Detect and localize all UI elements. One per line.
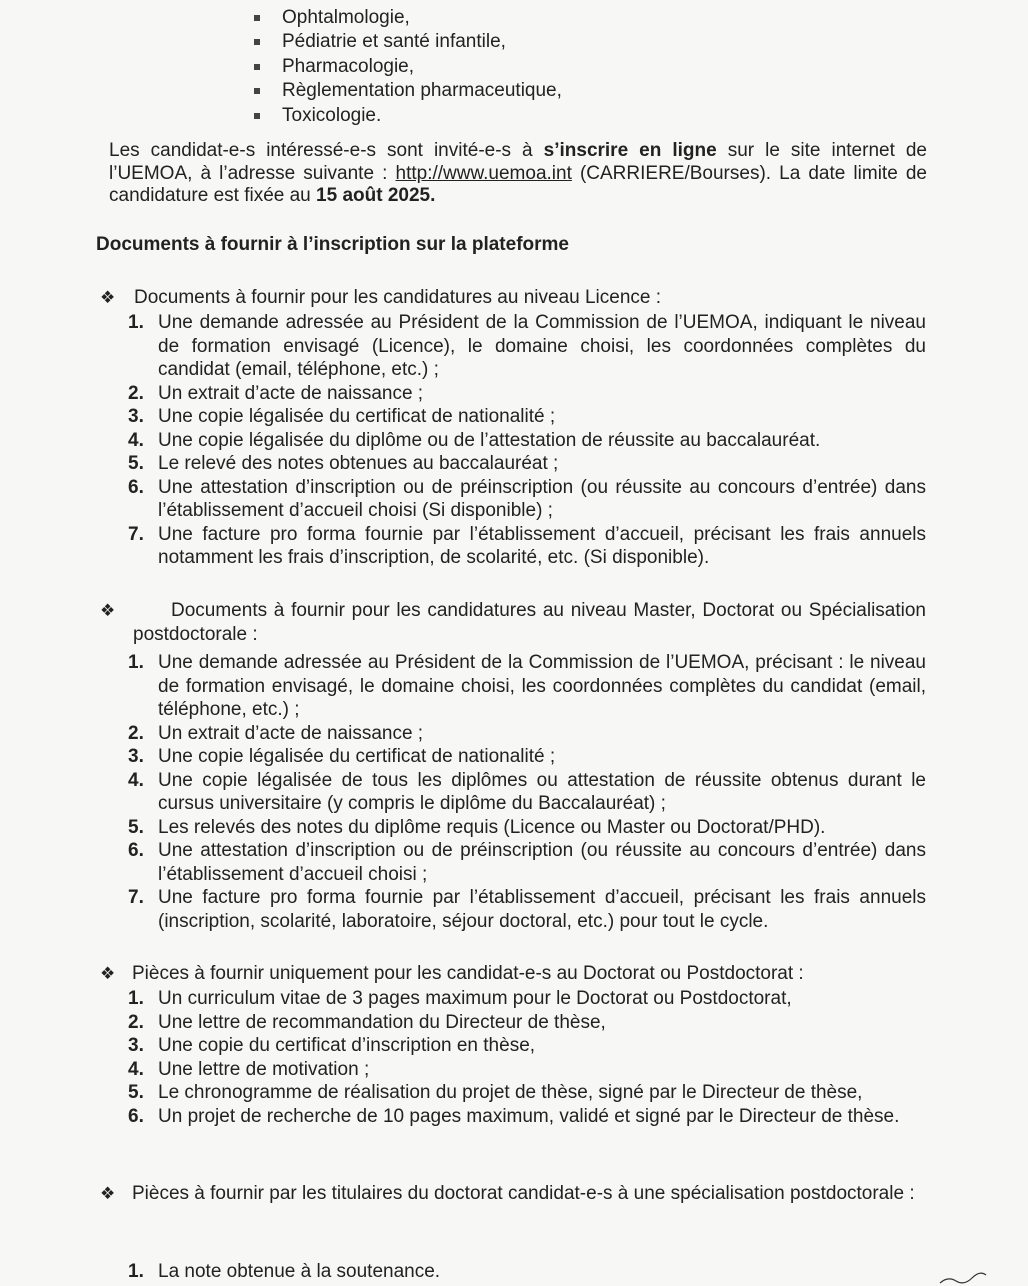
section-title <box>100 962 930 986</box>
section-title-text: Documents à fournir pour les candidatures au niveau Licence : <box>134 287 662 308</box>
list-item: 4. Une lettre de motivation ; <box>128 1058 370 1080</box>
list-item: 2. Une lettre de recommandation du Directeur de thèse, <box>128 1011 606 1033</box>
list-item: Pédiatrie et santé infantile, <box>252 30 562 54</box>
diamond-bullet-icon: ❖ <box>100 288 116 307</box>
section-title <box>100 1182 926 1206</box>
list-item: 6. Une attestation d’inscription ou de préinscription (ou réussite au concours d’entrée) dans l’établissement d’accueil choisi ; <box>128 840 926 885</box>
list-item: 5. Les relevés des notes du diplôme requis (Licence ou Master ou Doctorat/PHD). <box>128 816 826 838</box>
signature-mark <box>938 1272 988 1284</box>
list-item: Règlementation pharmaceutique, <box>252 79 562 103</box>
list-item: 4. Une copie légalisée de tous les diplômes ou attestation de réussite obtenus durant le cursus universitaire (y compris le diplôme du Baccalauréat) ; <box>128 769 926 814</box>
section-title-text: Pièces à fournir uniquement pour les candidat-e-s au Doctorat ou Postdoctorat : <box>132 963 804 984</box>
documents-list <box>128 651 926 933</box>
intro-text: sur le site internet de l’UEMOA, à l’adresse suivante : <box>109 140 928 184</box>
list-item: 1. Une demande adressée au Président de la Commission de l’UEMOA, indiquant le niveau de formation envisagé (Licence), le domaine choisi, les coordonnées complètes du candidat (email, téléphone, etc.) ; <box>128 312 926 380</box>
intro-text: Les candidat-e-s intéressé-e-s sont invité-e-s à <box>109 140 544 161</box>
list-item: 1. La note obtenue à la soutenance. <box>128 1261 441 1282</box>
list-item: 4. Une copie légalisée du diplôme ou de l’attestation de réussite au baccalauréat. <box>128 429 821 451</box>
website-link[interactable]: http://www.uemoa.int <box>395 162 572 184</box>
documents-list <box>128 987 926 1128</box>
list-item: 6. Une attestation d’inscription ou de préinscription (ou réussite au concours d’entrée) dans l’établissement d’accueil choisi (Si disponible) ; <box>128 476 926 521</box>
list-item: Toxicologie. <box>252 104 562 128</box>
documents-list <box>128 1260 926 1284</box>
intro-text: (CARRIERE/Bourses). La date limite de candidature est fixée au <box>109 162 927 206</box>
list-item: 3. Une copie légalisée du certificat de nationalité ; <box>128 406 556 427</box>
section-title-text: Documents à fournir pour les candidatures au niveau Master, Doctorat ou Spécialisation postdoctorale : <box>133 600 926 645</box>
list-item: 2. Un extrait d’acte de naissance ; <box>128 382 424 404</box>
list-item: 5. Le chronogramme de réalisation du projet de thèse, signé par le Directeur de thèse, <box>128 1082 863 1103</box>
list-item: 3. Une copie légalisée du certificat de nationalité ; <box>128 746 556 767</box>
section-heading: Documents à fournir à l’inscription sur la plateforme <box>96 234 569 255</box>
section-title-text: Pièces à fournir par les titulaires du doctorat candidat-e-s à une spécialisation postdoctorale : <box>132 1183 915 1204</box>
list-item: 2. Un extrait d’acte de naissance ; <box>128 722 424 744</box>
list-item: 7. Une facture pro forma fournie par l’établissement d’accueil, précisant les frais annuels notamment les frais d’inscription, de scolarité, etc. (Si disponible). <box>128 523 926 568</box>
section-title <box>100 286 930 310</box>
list-item: 7. Une facture pro forma fournie par l’établissement d’accueil, précisant les frais annuels (inscription, scolarité, laboratoire, séjour doctoral, etc.) pour tout le cycle. <box>128 887 926 932</box>
list-item: 5. Le relevé des notes obtenues au baccalauréat ; <box>128 453 559 474</box>
diamond-bullet-icon: ❖ <box>100 964 116 983</box>
deadline-date: 15 août 2025. <box>316 185 436 206</box>
section-title <box>100 599 926 647</box>
intro-emphasis: s’inscrire en ligne <box>543 140 717 161</box>
documents-list <box>128 311 926 570</box>
list-item: 6. Un projet de recherche de 10 pages maximum, validé et signé par le Directeur de thèse. <box>128 1105 900 1127</box>
list-item: Pharmacologie, <box>252 55 562 79</box>
intro-paragraph <box>109 140 927 208</box>
list-item: 1. Un curriculum vitae de 3 pages maximum pour le Doctorat ou Postdoctorat, <box>128 988 792 1009</box>
list-item: 1. Une demande adressée au Président de la Commission de l’UEMOA, précisant : le niveau de formation envisagé, le domaine choisi, les coordonnées complètes du candidat (email, téléphone, etc.) ; <box>128 652 926 720</box>
list-item: 3. Une copie du certificat d’inscription en thèse, <box>128 1035 536 1056</box>
list-item: Ophtalmologie, <box>252 6 562 30</box>
diamond-bullet-icon: ❖ <box>100 601 116 620</box>
diamond-bullet-icon: ❖ <box>100 1184 116 1203</box>
speciality-list <box>252 6 562 128</box>
